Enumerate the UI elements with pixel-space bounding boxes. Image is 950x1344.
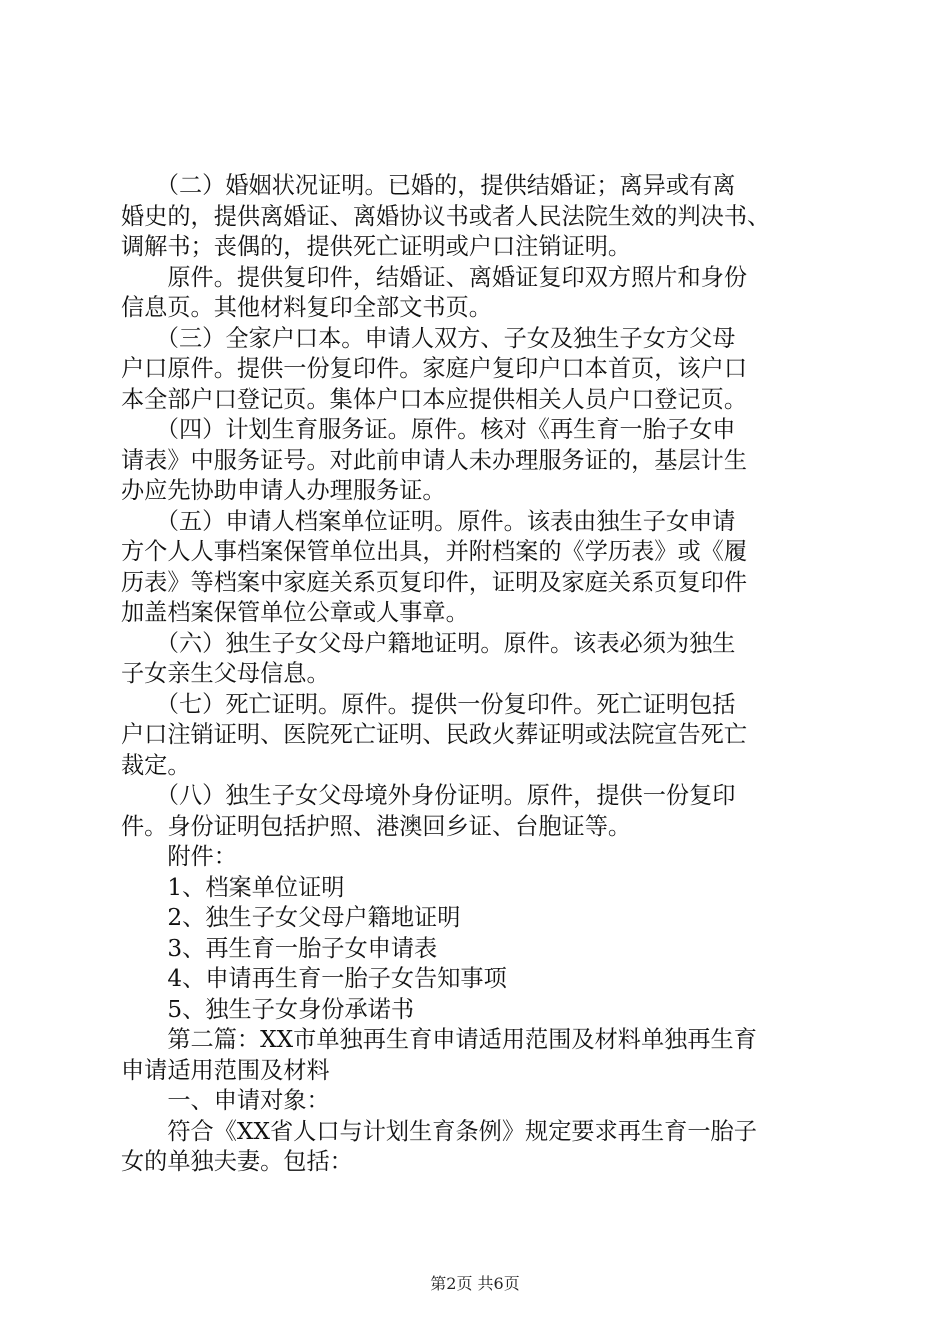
text-line: （七）死亡证明。原件。提供一份复印件。死亡证明包括 bbox=[121, 690, 736, 718]
text-line: （六）独生子女父母户籍地证明。原件。该表必须为独生 bbox=[121, 629, 736, 657]
text-line: 信息页。其他材料复印全部文书页。 bbox=[121, 294, 492, 321]
text-line: 历表》等档案中家庭关系页复印件，证明及家庭关系页复印件 bbox=[121, 568, 748, 596]
text-line: 申请适用范围及材料 bbox=[121, 1056, 330, 1084]
text-line: 本全部户口登记页。集体户口本应提供相关人员户口登记页。 bbox=[121, 385, 748, 413]
text-line: （三）全家户口本。申请人双方、子女及独生子女方父母 bbox=[121, 324, 736, 352]
text-line: （二）婚姻状况证明。已婚的，提供结婚证；离异或有离 bbox=[121, 172, 736, 199]
text-line: 子女亲生父母信息。 bbox=[121, 660, 330, 687]
document-body bbox=[121, 171, 837, 1178]
text-line: （八）独生子女父母境外身份证明。原件，提供一份复印 bbox=[121, 782, 736, 809]
text-line: 户口原件。提供一份复印件。家庭户复印户口本首页，该户口 bbox=[121, 355, 748, 382]
text-line: 第二篇：XX市单独再生育申请适用范围及材料单独再生育 bbox=[121, 1026, 757, 1053]
text-line: 2、独生子女父母户籍地证明 bbox=[121, 904, 461, 931]
page-number-footer: 第2页 共6页 bbox=[430, 1274, 520, 1293]
text-line: 女的单独夫妻。包括： bbox=[121, 1148, 353, 1175]
text-line: 加盖档案保管单位公章或人事章。 bbox=[121, 599, 469, 626]
text-line: 1、档案单位证明 bbox=[121, 873, 345, 901]
text-line: 3、再生育一胎子女申请表 bbox=[121, 934, 438, 962]
text-line: 办应先协助申请人办理服务证。 bbox=[121, 477, 446, 504]
text-line: 附件： bbox=[121, 843, 237, 870]
text-line: 方个人人事档案保管单位出具，并附档案的《学历表》或《履 bbox=[121, 538, 748, 565]
text-line: 原件。提供复印件，结婚证、离婚证复印双方照片和身份 bbox=[121, 263, 748, 291]
text-line: 4、申请再生育一胎子女告知事项 bbox=[121, 965, 507, 992]
text-line: 婚史的，提供离婚证、离婚协议书或者人民法院生效的判决书、 bbox=[121, 202, 771, 230]
text-line: 符合《XX省人口与计划生育条例》规定要求再生育一胎子 bbox=[121, 1117, 757, 1145]
text-line: 件。身份证明包括护照、港澳回乡证、台胞证等。 bbox=[121, 812, 632, 840]
text-line: 裁定。 bbox=[121, 751, 191, 779]
text-line: （五）申请人档案单位证明。原件。该表由独生子女申请 bbox=[121, 507, 736, 535]
text-line: （四）计划生育服务证。原件。核对《再生育一胎子女申 bbox=[121, 416, 736, 443]
text-line: 调解书；丧偶的，提供死亡证明或户口注销证明。 bbox=[121, 233, 632, 260]
text-line: 5、独生子女身份承诺书 bbox=[121, 995, 415, 1023]
text-line: 户口注销证明、医院死亡证明、民政火葬证明或法院宣告死亡 bbox=[121, 721, 748, 748]
text-line: 请表》中服务证号。对此前申请人未办理服务证的，基层计生 bbox=[121, 446, 748, 474]
text-line: 一、申请对象： bbox=[121, 1087, 330, 1114]
